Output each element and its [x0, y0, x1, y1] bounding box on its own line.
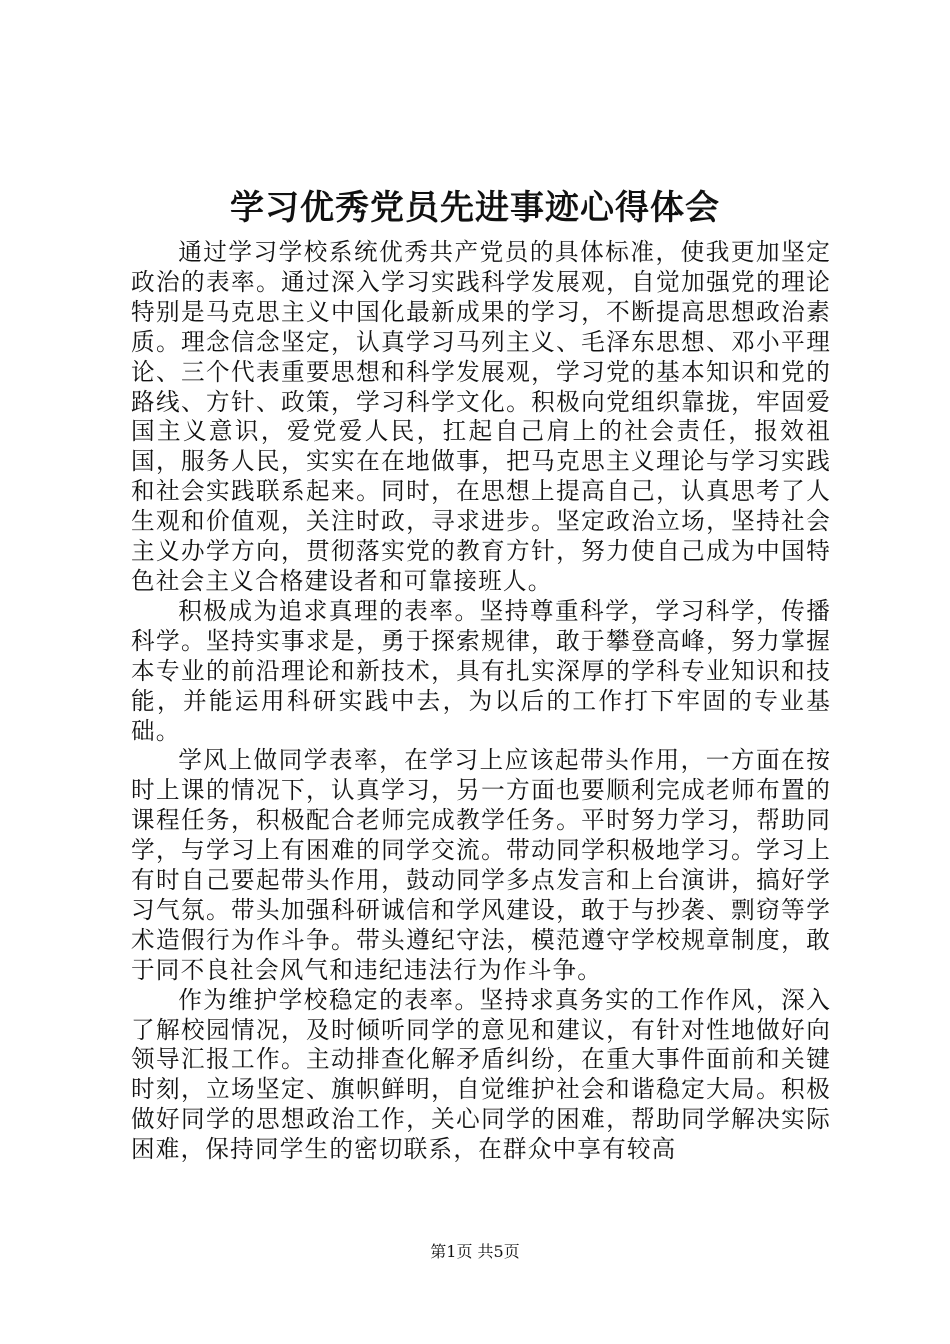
paragraph-2: 积极成为追求真理的表率。坚持尊重科学，学习科学，传播科学。坚持实事求是，勇于探索规律，敢于攀登高峰，努力掌握本专业的前沿理论和新技术，具有扎实深厚的学科专业知识和技能，并能运用科研实践中去，为以后的工作打下牢固的专业基础。: [131, 596, 831, 745]
paragraph-4: 作为维护学校稳定的表率。坚持求真务实的工作作风，深入了解校园情况，及时倾听同学的意见和建议，有针对性地做好向领导汇报工作。主动排查化解矛盾纠纷，在重大事件面前和关键时刻，立场坚定、旗帜鲜明，自觉维护社会和谐稳定大局。积极做好同学的思想政治工作，关心同学的困难，帮助同学解决实际困难，保持同学生的密切联系，在群众中享有较高: [131, 985, 831, 1164]
paragraph-1: 通过学习学校系统优秀共产党员的具体标准，使我更加坚定政治的表率。通过深入学习实践科学发展观，自觉加强党的理论特别是马克思主义中国化最新成果的学习，不断提高思想政治素质。理念信念坚定，认真学习马列主义、毛泽东思想、邓小平理论、三个代表重要思想和科学发展观，学习党的基本知识和党的路线、方针、政策，学习科学文化。积极向党组织靠拢，牢固爱国主义意识，爱党爱人民，扛起自己肩上的社会责任，报效祖国，服务人民，实实在在地做事，把马克思主义理论与学习实践和社会实践联系起来。同时，在思想上提高自己，认真思考了人生观和价值观，关注时政，寻求进步。坚定政治立场，坚持社会主义办学方向，贯彻落实党的教育方针，努力使自己成为中国特色社会主义合格建设者和可靠接班人。: [131, 238, 831, 595]
page-number-footer: 第1页 共5页: [430, 1242, 520, 1261]
document-title: 学习优秀党员先进事迹心得体会: [230, 188, 720, 228]
paragraph-3: 学风上做同学表率，在学习上应该起带头作用，一方面在按时上课的情况下，认真学习，另一方面也要顺利完成老师布置的课程任务，积极配合老师完成教学任务。平时努力学习，帮助同学，与学习上有困难的同学交流。带动同学积极地学习。学习上有时自己要起带头作用，鼓动同学多点发言和上台演讲，搞好学习气氛。带头加强科研诚信和学风建设，敢于与抄袭、剽窃等学术造假行为作斗争。带头遵纪守法，模范遵守学校规章制度，敢于同不良社会风气和违纪违法行为作斗争。: [131, 746, 831, 984]
document-body: [131, 238, 831, 1165]
